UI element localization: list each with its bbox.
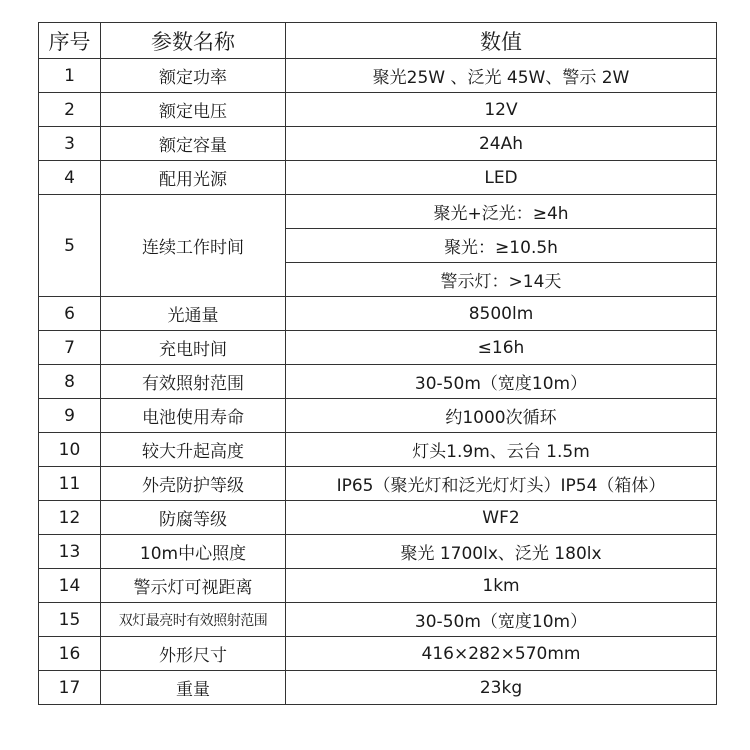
- row-value: 24Ah: [286, 127, 717, 161]
- header-name: 参数名称: [101, 23, 286, 59]
- row-no: 11: [39, 467, 101, 501]
- table-row: [39, 569, 717, 603]
- row-value: 30-50m（宽度10m）: [286, 365, 717, 399]
- table-row: [39, 433, 717, 467]
- row-name: 10m中心照度: [101, 535, 286, 569]
- row-no: 5: [39, 195, 101, 297]
- row-no: 12: [39, 501, 101, 535]
- row-name: 光通量: [101, 297, 286, 331]
- row-name: 电池使用寿命: [101, 399, 286, 433]
- row-value: LED: [286, 161, 717, 195]
- header-row: [39, 23, 717, 59]
- row-no: 1: [39, 59, 101, 93]
- row-name: 外形尺寸: [101, 637, 286, 671]
- row-value: 聚光：≥10.5h: [286, 229, 717, 263]
- row-no: 4: [39, 161, 101, 195]
- row-name: 外壳防护等级: [101, 467, 286, 501]
- row-name: 重量: [101, 671, 286, 705]
- table-row: [39, 59, 717, 93]
- row-no: 2: [39, 93, 101, 127]
- table-row: [39, 195, 717, 229]
- row-name: 防腐等级: [101, 501, 286, 535]
- row-no: 10: [39, 433, 101, 467]
- row-value: IP65（聚光灯和泛光灯灯头）IP54（箱体）: [286, 467, 717, 501]
- table-row: [39, 331, 717, 365]
- row-no: 16: [39, 637, 101, 671]
- row-value: 约1000次循环: [286, 399, 717, 433]
- row-no: 13: [39, 535, 101, 569]
- table-row: [39, 603, 717, 637]
- row-no: 6: [39, 297, 101, 331]
- spec-table: [38, 22, 717, 705]
- table-row: [39, 161, 717, 195]
- row-name: 连续工作时间: [101, 195, 286, 297]
- row-value: 聚光25W 、泛光 45W、警示 2W: [286, 59, 717, 93]
- table-row: [39, 399, 717, 433]
- row-no: 15: [39, 603, 101, 637]
- row-value: 聚光+泛光：≥4h: [286, 195, 717, 229]
- row-no: 3: [39, 127, 101, 161]
- row-name: 双灯最亮时有效照射范围: [101, 603, 286, 637]
- row-value: WF2: [286, 501, 717, 535]
- row-value: ≤16h: [286, 331, 717, 365]
- row-no: 7: [39, 331, 101, 365]
- row-value: 416×282×570mm: [286, 637, 717, 671]
- row-name: 较大升起高度: [101, 433, 286, 467]
- row-value: 灯头1.9m、云台 1.5m: [286, 433, 717, 467]
- header-value: 数值: [286, 23, 717, 59]
- table-row: [39, 637, 717, 671]
- row-name: 充电时间: [101, 331, 286, 365]
- table-row: [39, 501, 717, 535]
- table-row: [39, 535, 717, 569]
- table-row: [39, 365, 717, 399]
- row-value: 30-50m（宽度10m）: [286, 603, 717, 637]
- row-name: 警示灯可视距离: [101, 569, 286, 603]
- row-name: 额定电压: [101, 93, 286, 127]
- table-row: [39, 671, 717, 705]
- row-no: 9: [39, 399, 101, 433]
- row-value: 聚光 1700lx、泛光 180lx: [286, 535, 717, 569]
- row-name: 配用光源: [101, 161, 286, 195]
- table-row: [39, 467, 717, 501]
- header-no: 序号: [39, 23, 101, 59]
- row-value: 8500lm: [286, 297, 717, 331]
- table-row: [39, 93, 717, 127]
- row-value: 12V: [286, 93, 717, 127]
- table-row: [39, 127, 717, 161]
- row-no: 17: [39, 671, 101, 705]
- row-name: 有效照射范围: [101, 365, 286, 399]
- row-value: 警示灯：>14天: [286, 263, 717, 297]
- table-row: [39, 297, 717, 331]
- row-value: 1km: [286, 569, 717, 603]
- row-name: 额定功率: [101, 59, 286, 93]
- row-name: 额定容量: [101, 127, 286, 161]
- row-value: 23kg: [286, 671, 717, 705]
- row-no: 14: [39, 569, 101, 603]
- row-no: 8: [39, 365, 101, 399]
